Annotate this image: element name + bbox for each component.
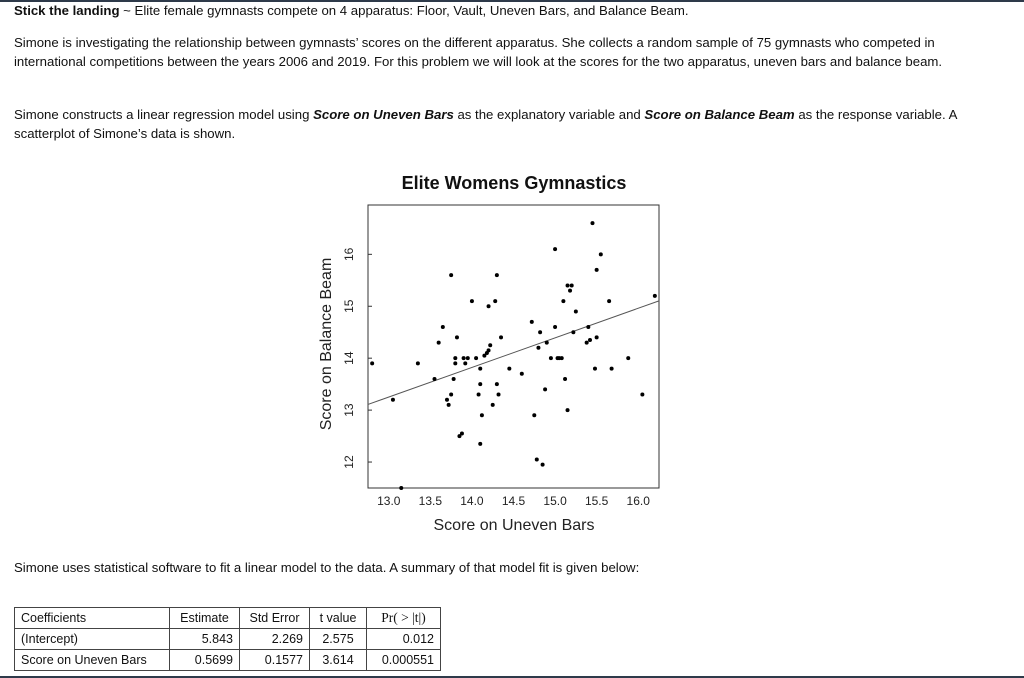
row-label: (Intercept): [15, 629, 170, 650]
data-point: [478, 442, 482, 446]
data-point: [437, 341, 441, 345]
data-point: [370, 361, 374, 365]
data-point: [532, 413, 536, 417]
x-axis-label: Score on Uneven Bars: [433, 517, 595, 534]
table-row: [15, 650, 441, 671]
data-point: [445, 398, 449, 402]
data-point: [610, 367, 614, 371]
data-point: [568, 289, 572, 293]
data-point: [462, 356, 466, 360]
data-point: [653, 294, 657, 298]
intro-text: Elite female gymnasts compete on 4 apparatus: Floor, Vault, Uneven Bars, and Balance Beam.: [134, 3, 689, 18]
y-tick-label: 16: [342, 247, 356, 262]
data-point: [460, 431, 464, 435]
data-point: [530, 320, 534, 324]
y-tick-label: 13: [342, 403, 356, 417]
data-point: [487, 348, 491, 352]
data-point: [571, 330, 575, 334]
data-point: [553, 325, 557, 329]
x-tick-label: 13.5: [418, 494, 443, 508]
model-text-2: as the explanatory variable and: [453, 107, 645, 122]
table-header-row: [15, 608, 441, 629]
data-points: [370, 221, 657, 490]
data-point: [566, 283, 570, 287]
data-point: [433, 377, 437, 381]
data-point: [586, 325, 590, 329]
x-axis-ticks: [377, 494, 650, 508]
header-t-value: t value: [310, 608, 367, 629]
model-text-3: as the response variable. A scatterplot of Simone’s data is shown.: [14, 107, 957, 141]
data-point: [466, 356, 470, 360]
data-point: [449, 273, 453, 277]
data-point: [491, 403, 495, 407]
std-error-cell: 0.1577: [240, 650, 310, 671]
data-point: [477, 393, 481, 397]
data-point: [543, 387, 547, 391]
data-point: [595, 335, 599, 339]
data-point: [541, 463, 545, 467]
data-point: [449, 393, 453, 397]
t-value-cell: 2.575: [310, 629, 367, 650]
data-point: [595, 268, 599, 272]
data-point: [488, 343, 492, 347]
header-p-value: Pr( > |t|): [367, 608, 441, 629]
summary-intro: Simone uses statistical software to fit a linear model to the data. A summary of that model fit is given below:: [14, 560, 640, 575]
data-point: [463, 361, 467, 365]
x-tick-label: 14.0: [460, 494, 484, 508]
data-point: [566, 408, 570, 412]
data-point: [453, 356, 457, 360]
data-point: [560, 356, 564, 360]
y-tick-label: 14: [342, 351, 356, 365]
data-point: [495, 273, 499, 277]
estimate-cell: 0.5699: [170, 650, 240, 671]
regression-line: [368, 301, 659, 405]
data-point: [478, 367, 482, 371]
data-point: [599, 252, 603, 256]
header-coefficients: Coefficients: [15, 608, 170, 629]
data-point: [640, 393, 644, 397]
intro-separator: ~: [119, 3, 135, 18]
table-row: [15, 629, 441, 650]
data-point: [441, 325, 445, 329]
data-point: [447, 403, 451, 407]
context-paragraph: Simone is investigating the relationship between gymnasts’ scores on the different apparatus. She collects a random sample of 75 gymnasts who competed in international competitions between the years 2006 and 2019. For this problem we will look at the scores for the two apparatus, uneven bars and balance beam.: [14, 35, 943, 69]
data-point: [535, 457, 539, 461]
data-point: [499, 335, 503, 339]
t-value-cell: 3.614: [310, 650, 367, 671]
explanatory-variable: Score on Uneven Bars: [313, 107, 454, 122]
y-tick-label: 15: [342, 299, 356, 313]
data-point: [416, 361, 420, 365]
model-text-1: Simone constructs a linear regression model using: [14, 107, 314, 122]
estimate-cell: 5.843: [170, 629, 240, 650]
data-point: [536, 346, 540, 350]
data-point: [470, 299, 474, 303]
data-point: [453, 361, 457, 365]
p-value-cell: 0.012: [367, 629, 441, 650]
data-point: [399, 486, 403, 490]
data-point: [561, 299, 565, 303]
x-tick-label: 15.0: [543, 494, 567, 508]
p-value-cell: 0.000551: [367, 650, 441, 671]
data-point: [497, 393, 501, 397]
data-point: [520, 372, 524, 376]
data-point: [474, 356, 478, 360]
data-point: [493, 299, 497, 303]
data-point: [455, 335, 459, 339]
data-point: [391, 398, 395, 402]
data-point: [607, 299, 611, 303]
data-point: [585, 341, 589, 345]
y-tick-label: 12: [342, 455, 356, 469]
x-tick-label: 13.0: [377, 494, 401, 508]
data-point: [478, 382, 482, 386]
data-point: [480, 413, 484, 417]
chart-title: Elite Womens Gymnastics: [401, 173, 627, 193]
data-point: [545, 341, 549, 345]
data-point: [588, 338, 592, 342]
header-estimate: Estimate: [170, 608, 240, 629]
y-axis-label: Score on Balance Beam: [318, 257, 335, 431]
data-point: [549, 356, 553, 360]
data-point: [574, 309, 578, 313]
data-point: [553, 247, 557, 251]
plot-frame: [368, 205, 659, 488]
data-point: [563, 377, 567, 381]
data-point: [487, 304, 491, 308]
data-point: [590, 221, 594, 225]
data-point: [507, 367, 511, 371]
std-error-cell: 2.269: [240, 629, 310, 650]
data-point: [538, 330, 542, 334]
x-tick-label: 14.5: [501, 494, 526, 508]
x-tick-label: 16.0: [626, 494, 650, 508]
data-point: [570, 283, 574, 287]
data-point: [626, 356, 630, 360]
response-variable: Score on Balance Beam: [644, 107, 795, 122]
data-point: [495, 382, 499, 386]
row-label: Score on Uneven Bars: [15, 650, 170, 671]
x-tick-label: 15.5: [584, 494, 609, 508]
data-point: [593, 367, 597, 371]
intro-title: Stick the landing: [14, 3, 120, 18]
data-point: [452, 377, 456, 381]
header-std-error: Std Error: [240, 608, 310, 629]
regression-table: [14, 607, 441, 671]
